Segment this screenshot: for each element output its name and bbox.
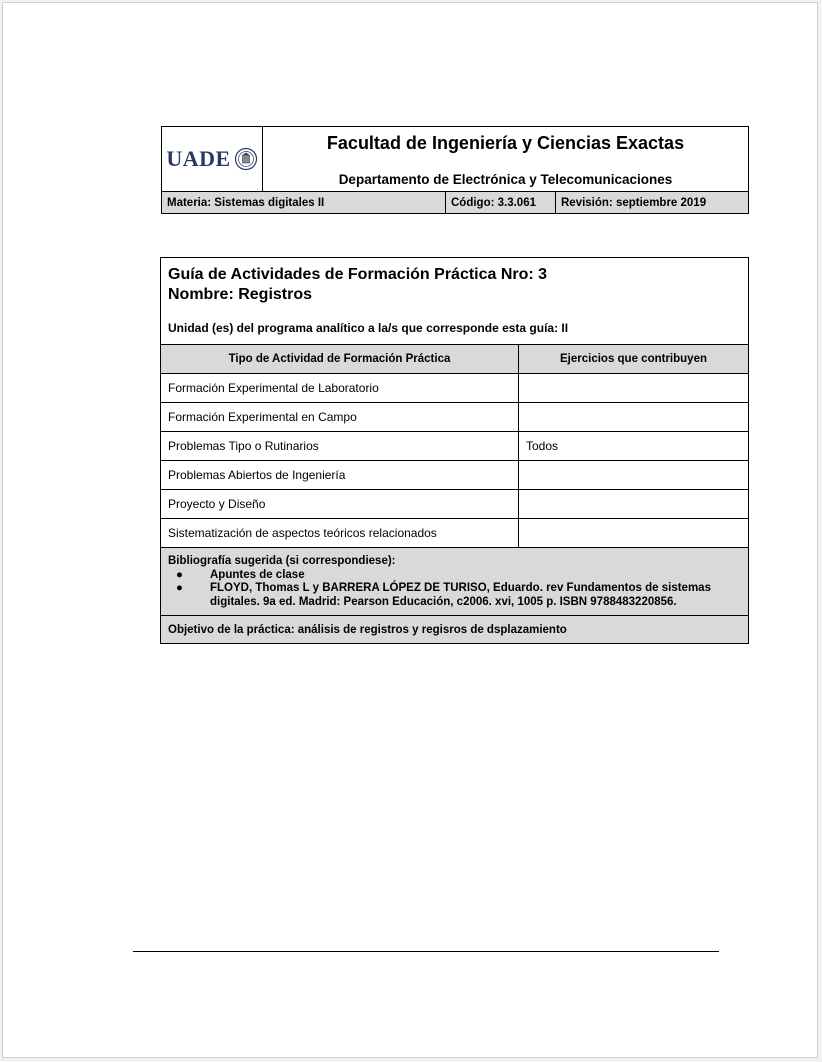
activity-type-cell: Problemas Abiertos de Ingeniería bbox=[161, 461, 519, 489]
column-header-ejercicios: Ejercicios que contribuyen bbox=[560, 353, 707, 365]
list-item bbox=[176, 582, 741, 609]
university-seal-icon bbox=[234, 147, 258, 171]
exercises-cell bbox=[519, 519, 748, 547]
materia-cell: Materia: Sistemas digitales II bbox=[162, 192, 446, 213]
bibliography-section bbox=[161, 548, 748, 616]
activity-type-cell: Formación Experimental de Laboratorio bbox=[161, 374, 519, 402]
table-row bbox=[161, 432, 748, 461]
guide-title: Guía de Actividades de Formación Práctica Nro: 3 bbox=[168, 266, 548, 283]
department-title: Departamento de Electrónica y Telecomunicaciones bbox=[338, 172, 673, 187]
column-header-tipo: Tipo de Actividad de Formación Práctica bbox=[161, 345, 519, 373]
footer-divider bbox=[133, 951, 719, 952]
exercises-cell bbox=[519, 403, 748, 431]
activity-type-cell: Sistematización de aspectos teóricos relacionados bbox=[161, 519, 519, 547]
codigo-cell: Código: 3.3.061 bbox=[446, 192, 556, 213]
exercises-cell bbox=[519, 374, 748, 402]
logo-cell bbox=[162, 127, 263, 191]
table-row bbox=[161, 519, 748, 548]
objective-row: Objetivo de la práctica: análisis de registros y regisros de dsplazamiento bbox=[161, 616, 748, 643]
table-row bbox=[161, 461, 748, 490]
bullet-icon: ● bbox=[176, 582, 183, 594]
guide-unidad: Unidad (es) del programa analítico a la/s que corresponde esta guía: II bbox=[168, 321, 569, 335]
list-item bbox=[176, 568, 741, 583]
bibliography-item-text: FLOYD, Thomas L y BARRERA LÓPEZ DE TURISO, Eduardo. rev Fundamentos de sistemas digitales. 9a ed. Madrid: Pearson Educación, c2006. xvi, 1005 p. ISBN 9788483220856. bbox=[210, 582, 711, 608]
guide-table bbox=[160, 257, 749, 644]
faculty-title: Facultad de Ingeniería y Ciencias Exactas bbox=[326, 133, 685, 153]
activity-type-cell: Formación Experimental en Campo bbox=[161, 403, 519, 431]
header-info-row bbox=[162, 192, 748, 213]
guide-intro bbox=[161, 258, 748, 345]
bibliography-title: Bibliografía sugerida (si correspondiese): bbox=[168, 555, 396, 567]
table-row bbox=[161, 490, 748, 519]
exercises-cell: Todos bbox=[526, 439, 559, 453]
exercises-cell bbox=[519, 461, 748, 489]
table-row bbox=[161, 403, 748, 432]
document-page bbox=[2, 2, 818, 1058]
header-top-row bbox=[162, 127, 748, 192]
header-table bbox=[161, 126, 749, 214]
activity-type-cell: Problemas Tipo o Rutinarios bbox=[161, 432, 519, 460]
exercises-cell bbox=[519, 490, 748, 518]
activity-type-cell: Proyecto y Diseño bbox=[161, 490, 519, 518]
table-header-row bbox=[161, 345, 748, 374]
bibliography-list bbox=[168, 569, 741, 610]
bullet-icon: ● bbox=[176, 568, 183, 581]
table-row bbox=[161, 374, 748, 403]
guide-name: Nombre: Registros bbox=[168, 286, 313, 303]
title-cell bbox=[263, 127, 748, 191]
revision-cell: Revisión: septiembre 2019 bbox=[561, 196, 707, 209]
bibliography-item-text: Apuntes de clase bbox=[210, 568, 305, 581]
university-logo-text: UADE bbox=[166, 146, 231, 171]
